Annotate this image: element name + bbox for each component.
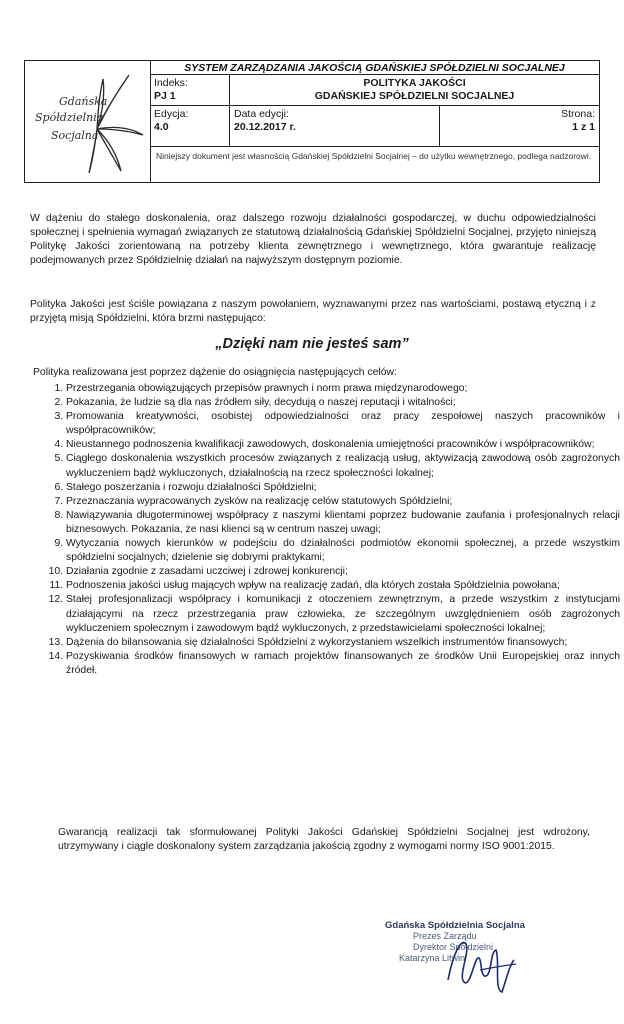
handwritten-signature — [440, 930, 530, 1000]
edition-row — [150, 106, 599, 147]
goal-item: 7. Przeznaczania wypracowanych zysków na realizację celów statutowych Spółdzielni; — [66, 495, 620, 509]
logo-text-3: Socjalna — [51, 129, 99, 142]
goal-item: 6. Stałego poszerzania i rozwoju działalności Spółdzielni; — [66, 481, 620, 495]
stamp-line-4: Katarzyna Litwin — [399, 953, 466, 963]
goal-item: 4. Nieustannego podnoszenia kwalifikacji zawodowych, doskonalenia umiejętności pracowników i współpracowników; — [66, 438, 620, 452]
goal-item: 1. Przestrzegania obowiązujących przepisów prawnych i norm prawa międzynarodowego; — [66, 382, 620, 396]
goal-item: 9. Wytyczania nowych kierunków w podejściu do działalności podmiotów ekonomii społecznej, a przede wszystkim spółdzielni socjalnych; dzielenie się dobrymi praktykami; — [66, 537, 620, 565]
cooperative-logo — [29, 67, 145, 177]
goal-item: 11. Podnoszenia jakości usług mających wpływ na realizację zadań, dla których została Spółdzielnia powołana; — [66, 579, 620, 593]
index-label: Indeks: — [154, 77, 188, 89]
system-title: SYSTEM ZARZĄDZANIA JAKOŚCIĄ GDAŃSKIEJ SPÓŁDZIELNI SOCJALNEJ — [150, 61, 599, 75]
logo-text-1: Gdańska — [59, 95, 108, 108]
date-value: 20.12.2017 r. — [234, 121, 296, 133]
index-row — [150, 75, 599, 106]
doc-title-line1: POLITYKA JAKOŚCI — [363, 77, 466, 89]
goals-intro: Polityka realizowana jest poprzez dążenie do osiągnięcia następujących celów: — [33, 367, 397, 378]
index-value: PJ 1 — [154, 90, 176, 102]
page-label: Strona: — [561, 108, 595, 120]
document-header — [24, 60, 600, 183]
goal-item: 14. Pozyskiwania środków finansowych w ramach projektów finansowanych ze środków Unii Europejskiej oraz innych źródeł. — [66, 650, 620, 678]
goal-item: 12. Stałej profesjonalizacji współpracy i komunikacji z otoczeniem zewnętrznym, a przede wszystkim z instytucjami działającymi na rzecz przestrzegania praw człowieka, ze szczególnym uwzględnieniem osób zagrożonych wykluczeniem społecznym i zawodowym bądź wykluczonych, z przedstawicielami społeczności lokalnej; — [66, 593, 620, 635]
logo-text-2: Spółdzielnia — [35, 111, 104, 124]
intro-paragraph-2: Polityka Jakości jest ściśle powiązana z naszym powołaniem, wyznawanymi przez nas wartościami, postawą etyczną i z przyjętą misją Spółdzielni, która brzmi następująco: — [30, 299, 596, 325]
goal-item: 2. Pokazania, że ludzie są dla nas źródłem siły, decydują o naszej reputacji i witalności; — [66, 396, 620, 410]
closing-paragraph: Gwarancją realizacji tak sformułowanej Polityki Jakości Gdańskiej Spółdzielni Socjalnej jest wdrożony, utrzymywany i ciągle doskonalony system zarządzania jakością zgodny z wymogami normy ISO 9001:2015. — [58, 827, 590, 853]
intro-paragraph-1: W dążeniu do stałego doskonalenia, oraz dalszego rozwoju działalności gospodarczej, w duchu odpowiedzialności społecznej i spełnienia wymagań związanych ze statutową działalnością Gdańskiej Spółdzielni Socjalnej, przyjęto niniejszą Politykę Jakości zorientowaną na potrzeby klienta zewnętrznego i wewnętrznego, która gwarantuje realizację podejmowanych przez Spółdzielnię działań na najwyższym dostępnym poziomie. — [30, 213, 596, 267]
goal-item: 10. Działania zgodnie z zasadami uczciwej i zdrowej konkurencji; — [66, 565, 620, 579]
goal-item: 13. Dążenia do bilansowania się działalności Spółdzielni z wykorzystaniem wszelkich instrumentów finansowych; — [66, 636, 620, 650]
date-label: Data edycji: — [234, 108, 289, 120]
goal-item: 5. Ciągłego doskonalenia wszystkich procesów związanych z realizacją usług, aktywizacją zawodową osób zagrożonych wykluczeniem bądź wykluczonych, działalnością na rzecz społeczności lokalnej; — [66, 452, 620, 480]
logo-cell — [25, 61, 151, 182]
stamp-organization: Gdańska Spółdzielnia Socjalna — [385, 920, 525, 931]
edition-label: Edycja: — [154, 108, 189, 120]
page-value: 1 z 1 — [572, 121, 595, 133]
mission-motto: „Dzięki nam nie jesteś sam” — [215, 336, 409, 352]
stamp-line-3: Dyrektor Spółdzielni — [413, 942, 494, 952]
doc-title-line2: GDAŃSKIEJ SPÓŁDZIELNI SOCJALNEJ — [314, 90, 515, 102]
ownership-notice: Niniejszy dokument jest własnością Gdańskiej Spółdzielni Socjalnej – do użytku wewnętrznego, podlega nadzorowi. — [156, 151, 592, 161]
goals-list — [36, 382, 620, 678]
goal-item: 8. Nawiązywania długoterminowej współpracy z naszymi klientami poprzez budowanie zaufania i profesjonalnych relacji biznesowych. Pokazania, że nasi klienci są w centrum naszej uwagi; — [66, 509, 620, 537]
goal-item: 3. Promowania kreatywności, osobistej odpowiedzialności oraz pracy zespołowej naszych pracowników i współpracowników; — [66, 410, 620, 438]
edition-value: 4.0 — [154, 121, 169, 133]
stamp-line-2: Prezes Zarządu — [413, 931, 477, 941]
